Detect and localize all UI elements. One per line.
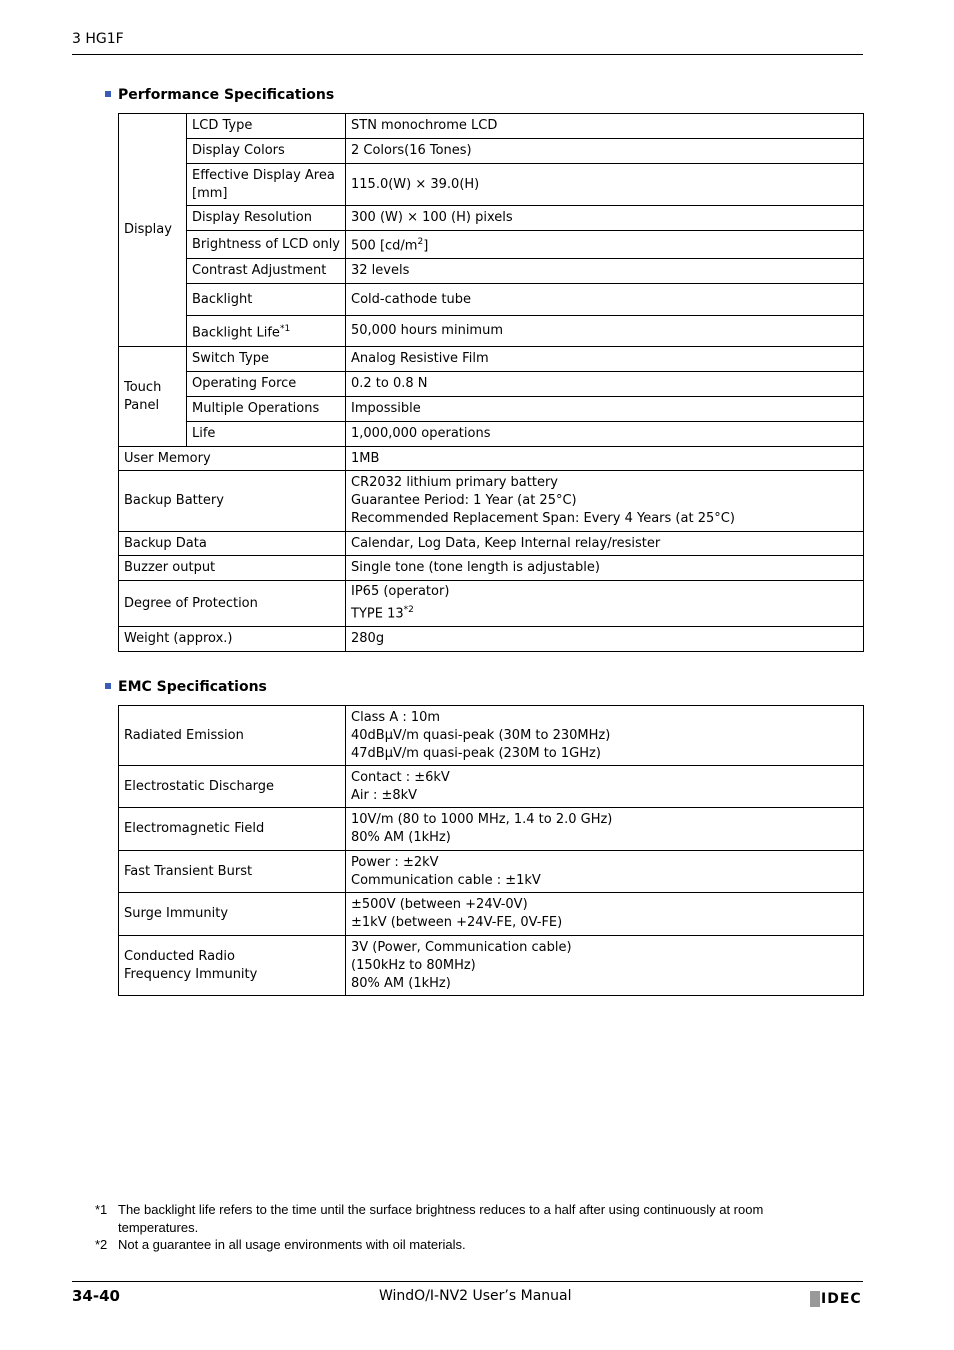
- spec-value: STN monochrome LCD: [346, 114, 864, 139]
- spec-value: CR2032 lithium primary battery Guarantee Period: 1 Year (at 25°C) Recommended Replacement Span: Every 4 Years (at 25°C): [346, 471, 864, 532]
- emc-value: Class A : 10m 40dBµV/m quasi-peak (30M to 230MHz) 47dBµV/m quasi-peak (230M to 1GHz): [346, 706, 864, 766]
- spec-label: Effective Display Area [mm]: [187, 164, 346, 206]
- spec-value: 115.0(W) × 39.0(H): [346, 164, 864, 206]
- performance-section-title: Performance Specifications: [105, 87, 334, 103]
- emc-value: Power : ±2kV Communication cable : ±1kV: [346, 851, 864, 893]
- group-touch-panel: Touch Panel: [119, 347, 187, 447]
- spec-value: 500 $[cd/m^2]$: [346, 231, 864, 259]
- table-row: [119, 706, 864, 766]
- header-rule: [72, 54, 863, 55]
- spec-label: Switch Type: [187, 347, 346, 372]
- chapter-header: 3 HG1F: [72, 31, 124, 47]
- emc-label: Radiated Emission: [119, 706, 346, 766]
- table-row: [119, 581, 864, 627]
- footnote-1: *1 The backlight life refers to the time until the surface brightness reduces to a half after using continuously at room temperatures.: [95, 1202, 764, 1235]
- table-row: [119, 114, 864, 139]
- spec-label: Backup Battery: [119, 471, 346, 532]
- spec-label: Operating Force: [187, 372, 346, 397]
- table-row: [119, 808, 864, 851]
- table-row: [119, 347, 864, 372]
- table-row: [119, 471, 864, 532]
- table-row: [119, 284, 864, 316]
- spec-value: Calendar, Log Data, Keep Internal relay/resister: [346, 532, 864, 556]
- spec-label: Backlight Life$^{*1}$: [187, 316, 346, 347]
- emc-label: Surge Immunity: [119, 893, 346, 936]
- spec-label: Display Colors: [187, 139, 346, 164]
- group-display: Display: [119, 114, 187, 347]
- idec-logo: IDEC: [810, 1291, 862, 1307]
- table-row: [119, 164, 864, 206]
- spec-value: 1MB: [346, 447, 864, 471]
- table-row: [119, 556, 864, 581]
- emc-label: Electrostatic Discharge: [119, 766, 346, 808]
- bullet-square-icon: [105, 91, 111, 97]
- spec-label: Contrast Adjustment: [187, 259, 346, 284]
- emc-label: Fast Transient Burst: [119, 851, 346, 893]
- spec-label: Backlight: [187, 284, 346, 316]
- emc-value: Contact : ±6kV Air : ±8kV: [346, 766, 864, 808]
- spec-value: 300 (W) × 100 (H) pixels: [346, 206, 864, 231]
- spec-label: LCD Type: [187, 114, 346, 139]
- spec-label: Weight (approx.): [119, 627, 346, 652]
- spec-value: Impossible: [346, 397, 864, 422]
- table-row: [119, 397, 864, 422]
- spec-label: User Memory: [119, 447, 346, 471]
- spec-label: Multiple Operations: [187, 397, 346, 422]
- table-row: [119, 316, 864, 347]
- spec-value: Analog Resistive Film: [346, 347, 864, 372]
- table-row: [119, 372, 864, 397]
- table-row: [119, 206, 864, 231]
- emc-section-title: EMC Specifications: [105, 679, 267, 695]
- table-row: [119, 139, 864, 164]
- spec-value: Cold-cathode tube: [346, 284, 864, 316]
- spec-value: 280g: [346, 627, 864, 652]
- emc-label: Electromagnetic Field: [119, 808, 346, 851]
- footer-rule: [72, 1281, 863, 1282]
- table-row: [119, 627, 864, 652]
- emc-label: Conducted Radio Frequency Immunity: [119, 936, 346, 996]
- spec-value: 32 levels: [346, 259, 864, 284]
- table-row: [119, 422, 864, 447]
- spec-value: 1,000,000 operations: [346, 422, 864, 447]
- table-row: [119, 231, 864, 259]
- manual-title: WindO/I-NV2 User’s Manual: [379, 1288, 572, 1304]
- table-row: [119, 532, 864, 556]
- table-row: [119, 447, 864, 471]
- spec-label: Degree of Protection: [119, 581, 346, 627]
- emc-value: 10V/m (80 to 1000 MHz, 1.4 to 2.0 GHz) 80% AM (1kHz): [346, 808, 864, 851]
- emc-spec-table: [118, 705, 864, 996]
- table-row: [119, 893, 864, 936]
- performance-spec-table: [118, 113, 864, 652]
- table-row: [119, 766, 864, 808]
- spec-label: Brightness of LCD only: [187, 231, 346, 259]
- spec-value: 2 Colors(16 Tones): [346, 139, 864, 164]
- spec-value: 0.2 to 0.8 N: [346, 372, 864, 397]
- bullet-square-icon: [105, 683, 111, 689]
- spec-label: Backup Data: [119, 532, 346, 556]
- footnote-2: *2 Not a guarantee in all usage environments with oil materials.: [95, 1237, 466, 1252]
- spec-value: IP65 (operator) TYPE 13$^{*2}$: [346, 581, 864, 627]
- page-number: 34-40: [72, 1287, 120, 1305]
- table-row: [119, 851, 864, 893]
- spec-label: Buzzer output: [119, 556, 346, 581]
- spec-label: Life: [187, 422, 346, 447]
- spec-label: Display Resolution: [187, 206, 346, 231]
- emc-value: 3V (Power, Communication cable) (150kHz to 80MHz) 80% AM (1kHz): [346, 936, 864, 996]
- table-row: [119, 259, 864, 284]
- spec-value: 50,000 hours minimum: [346, 316, 864, 347]
- table-row: [119, 936, 864, 996]
- spec-value: Single tone (tone length is adjustable): [346, 556, 864, 581]
- emc-value: ±500V (between +24V-0V) ±1kV (between +24V-FE, 0V-FE): [346, 893, 864, 936]
